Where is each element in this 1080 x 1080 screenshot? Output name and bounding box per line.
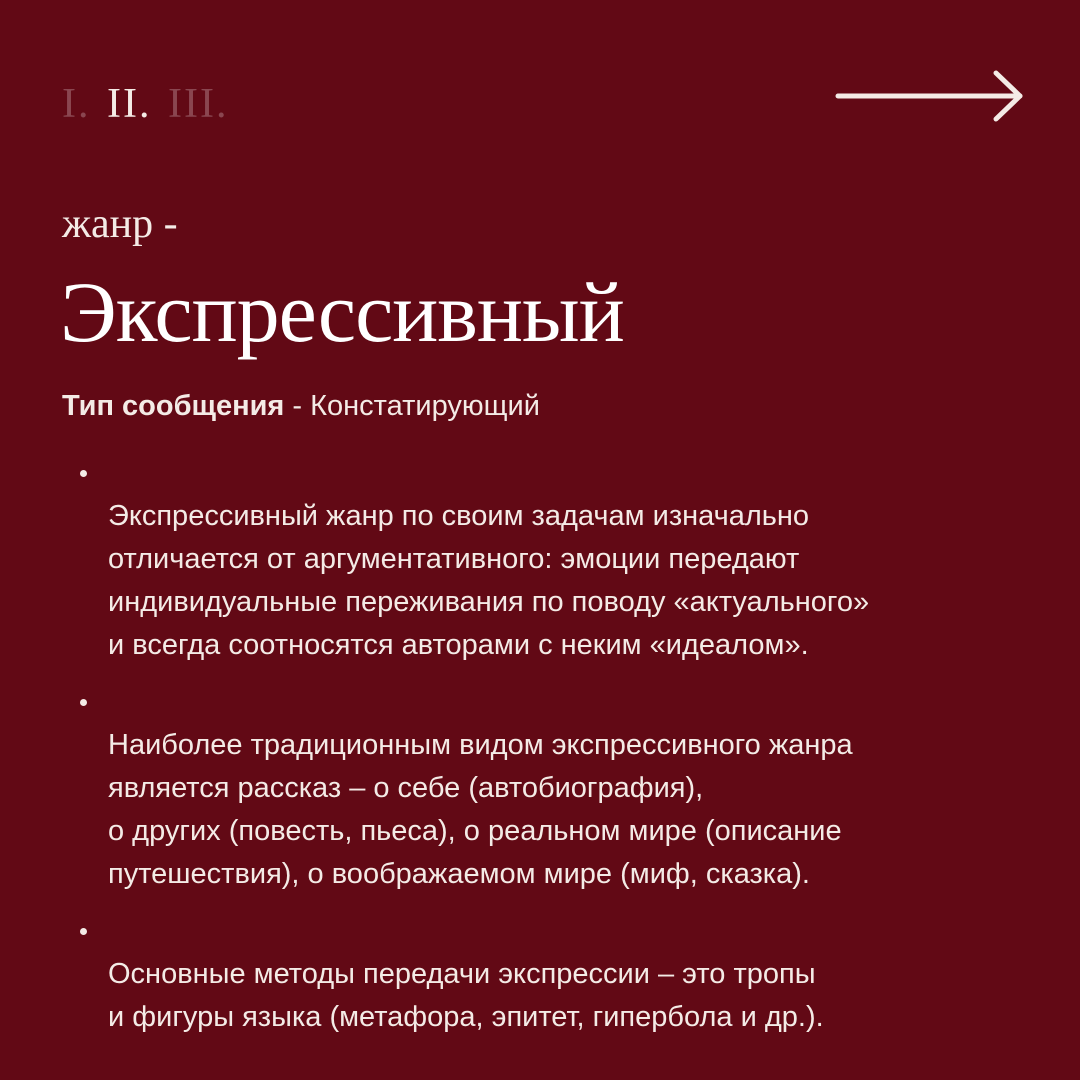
genre-label: жанр - xyxy=(62,201,178,247)
page-number-1[interactable]: I. xyxy=(62,81,91,127)
bullet-dot-icon xyxy=(80,928,87,935)
genre-title: Экспрессивный xyxy=(60,264,624,360)
bullet-text: Наиболее традиционным видом экспрессивного жанра является рассказ – о себе (автобиография), о других (повесть, пьеса), о реальном мире (описание путешествия), о воображаемом мире (миф, сказка). xyxy=(108,729,853,890)
next-button[interactable] xyxy=(834,68,1028,124)
message-type-value: Констатирующий xyxy=(310,390,540,422)
message-type-label: Тип сообщения xyxy=(62,390,285,422)
bullet-text: Экспрессивный жанр по своим задачам изначально отличается от аргументативного: эмоции передают индивидуальные переживания по поводу «актуального» и всегда соотносятся авторами с неким «идеалом». xyxy=(108,500,870,661)
page-number-2-active[interactable]: II. xyxy=(107,81,152,127)
page-indicator xyxy=(62,80,232,128)
page-number-3[interactable]: III. xyxy=(167,81,229,127)
message-type-separator: - xyxy=(284,390,311,422)
bullet-text: Основные методы передачи экспрессии – это тропы и фигуры языка (метафора, эпитет, гипербола и др.). xyxy=(108,958,824,1033)
right-arrow-icon xyxy=(834,68,1028,124)
bullet-dot-icon xyxy=(80,470,87,477)
bullet-dot-icon xyxy=(80,699,87,706)
bullet-list xyxy=(62,452,1022,1053)
bullet-item xyxy=(62,681,1022,896)
bullet-item xyxy=(62,910,1022,1039)
message-type-line xyxy=(62,390,540,423)
bullet-item xyxy=(62,452,1022,667)
